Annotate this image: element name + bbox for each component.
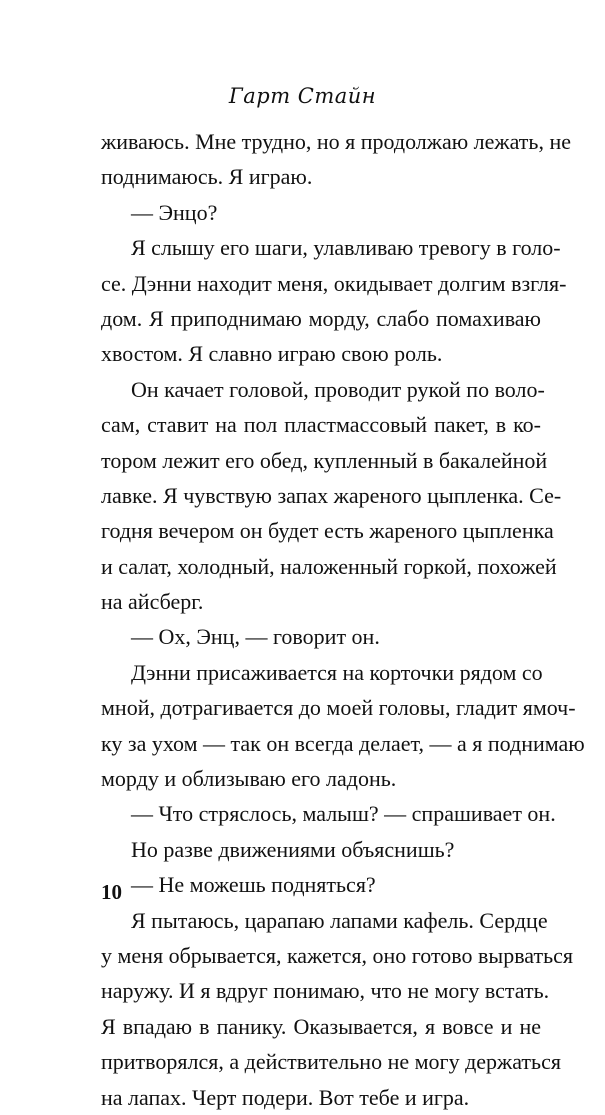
text-line: се. Дэнни находит меня, окидывает долгим взгля- (101, 270, 567, 296)
text-line: живаюсь. Мне трудно, но я продолжаю лежать, не (101, 129, 571, 154)
text-line: у меня обрывается, кажется, оно готово вырваться (101, 942, 574, 968)
text-line: Я слышу его шаги, улавливаю тревогу в голо- (131, 235, 561, 261)
page-body-text (101, 124, 585, 1115)
text-line: на лапах. Черт подери. Вот тебе и игра. (101, 1084, 470, 1110)
text-line: сам, ставит на пол пластмассовый пакет, в ко- (101, 412, 541, 438)
text-line: — Что стряслось, малыш? — спрашивает он. (131, 801, 556, 827)
text-line: наружу. И я вдруг понимаю, что не могу встать. (101, 978, 550, 1004)
text-line: — Не можешь подняться? (131, 872, 376, 898)
page-number: 10 (101, 880, 122, 904)
text-line: лавке. Я чувствую запах жареного цыпленка. Се- (101, 482, 562, 508)
text-line: Я пытаюсь, царапаю лапами кафель. Сердце (131, 907, 548, 933)
text-line: Я впадаю в панику. Оказывается, я вовсе и не (101, 1013, 541, 1039)
text-line: притворялся, а действительно не могу держаться (101, 1049, 561, 1075)
text-line: на айсберг. (101, 589, 204, 615)
text-line: и салат, холодный, наложенный горкой, похожей (101, 553, 557, 579)
text-line: поднимаюсь. Я играю. (101, 164, 313, 190)
text-line: морду и облизываю его ладонь. (101, 766, 397, 792)
text-line: тором лежит его обед, купленный в бакалейной (101, 447, 548, 473)
text-line: дом. Я приподнимаю морду, слабо помахиваю (101, 305, 541, 331)
text-line: годня вечером он будет есть жареного цыпленка (101, 518, 554, 544)
text-line: ку за ухом — так он всегда делает, — а я поднимаю (101, 730, 585, 756)
text-line: Он качает головой, проводит рукой по воло- (131, 376, 545, 402)
text-line: Дэнни присаживается на корточки рядом со (131, 659, 543, 685)
text-line: мной, дотрагивается до моей головы, гладит ямоч- (101, 695, 576, 721)
text-line: — Ох, Энц, — говорит он. (131, 624, 380, 650)
text-line: Но разве движениями объяснишь? (131, 836, 455, 862)
running-header: Гарт Стайн (228, 84, 377, 108)
text-line: — Энцо? (131, 199, 218, 225)
text-line: хвостом. Я славно играю свою роль. (101, 341, 443, 367)
